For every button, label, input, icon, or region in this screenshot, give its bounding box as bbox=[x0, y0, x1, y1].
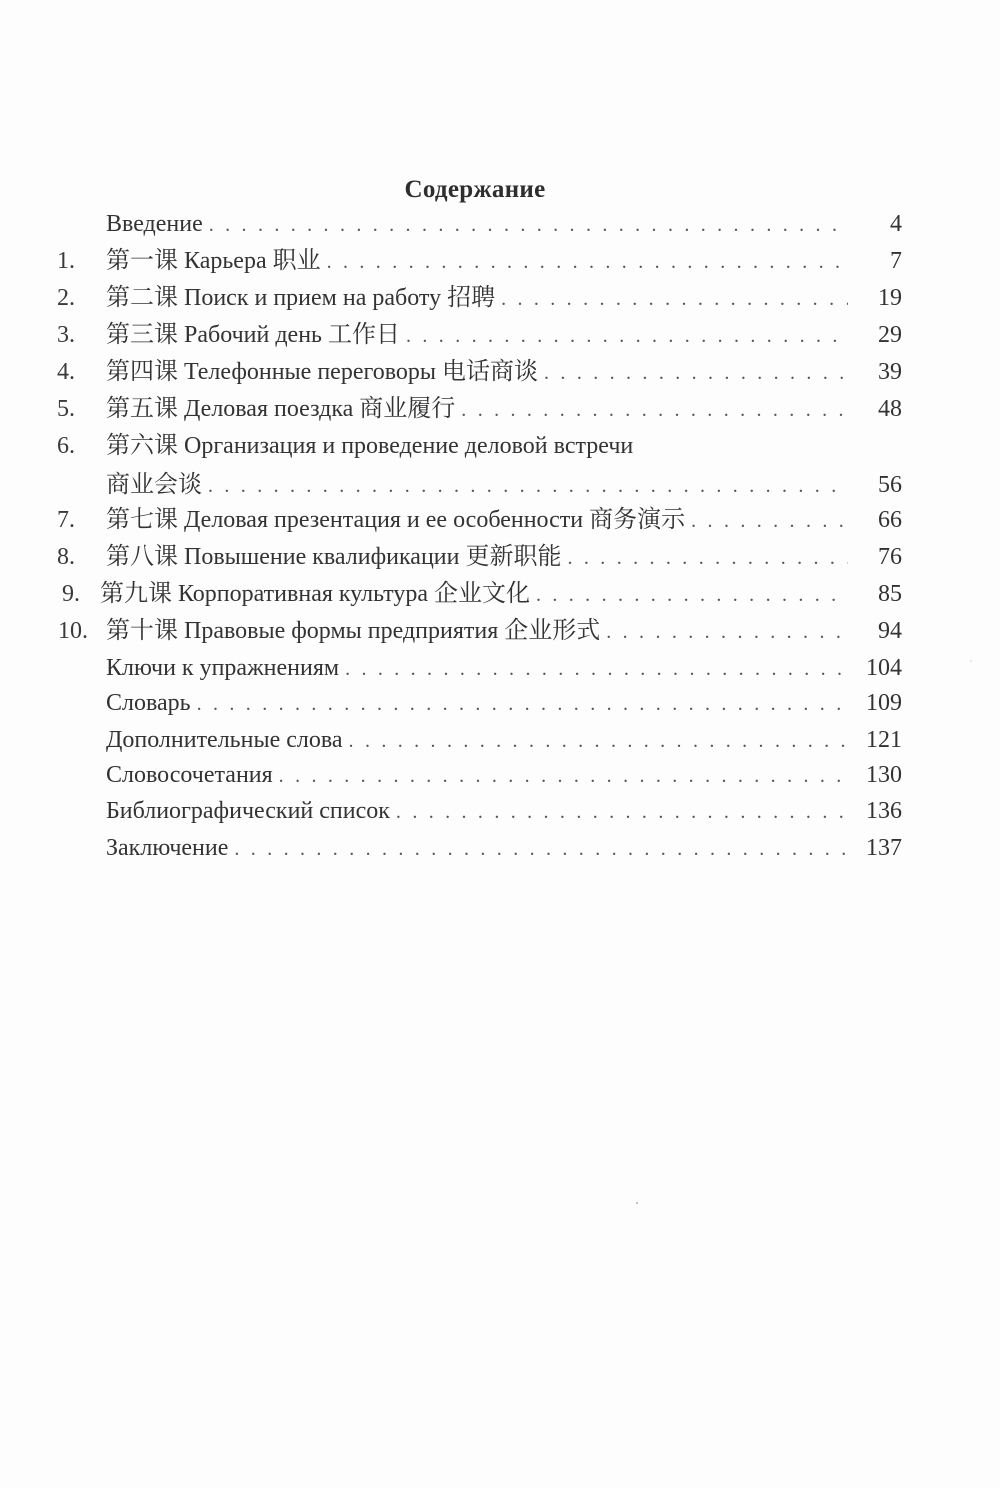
toc-entry bbox=[0, 539, 1000, 576]
paper-speck bbox=[970, 660, 972, 662]
toc-entry-title: Дополнительные слова bbox=[106, 727, 343, 753]
toc-entry bbox=[0, 354, 1000, 391]
toc-entry bbox=[0, 650, 1000, 687]
toc-entry-title: 第八课 Повышение квалификации 更新职能 bbox=[106, 544, 562, 570]
toc-entry-title: 第九课 Корпоративная культура 企业文化 bbox=[100, 581, 530, 607]
toc-entry-number: 7. bbox=[57, 507, 75, 533]
toc-entry-title: 第二课 Поиск и прием на работу 招聘 bbox=[106, 285, 496, 311]
toc-entry bbox=[0, 793, 1000, 830]
table-of-contents-heading: Содержание bbox=[404, 176, 546, 203]
toc-entry-page: 4 bbox=[848, 206, 902, 243]
toc-entry-title: 第五课 Деловая поездка 商业履行 bbox=[106, 396, 456, 422]
toc-entry-title: 第一课 Карьера 职业 bbox=[106, 248, 321, 274]
toc-entry-page: 66 bbox=[848, 502, 902, 539]
toc-entry-page: 7 bbox=[848, 243, 902, 280]
toc-entry-number: 8. bbox=[57, 544, 75, 570]
dot-leader bbox=[349, 723, 902, 760]
dot-leader bbox=[279, 758, 902, 795]
toc-entry bbox=[0, 243, 1000, 280]
toc-entry-page: 94 bbox=[848, 613, 902, 650]
toc-entry-title: Заключение bbox=[106, 835, 229, 861]
toc-entry bbox=[0, 206, 1000, 243]
toc-entry-number: 5. bbox=[57, 396, 75, 422]
toc-entry-title: 第六课 Организация и проведение деловой встречи bbox=[106, 433, 634, 459]
toc-entry bbox=[0, 757, 1000, 794]
dot-leader bbox=[327, 244, 902, 281]
toc-entry bbox=[0, 428, 1000, 465]
toc-entry-page: 19 bbox=[848, 280, 902, 317]
paper-speck bbox=[636, 1202, 638, 1204]
toc-entry-number: 3. bbox=[57, 322, 75, 348]
toc-entry bbox=[0, 613, 1000, 650]
dot-leader bbox=[208, 468, 902, 505]
toc-entry bbox=[0, 317, 1000, 354]
toc-entry-page: 56 bbox=[848, 467, 902, 504]
dot-leader bbox=[197, 686, 902, 723]
toc-entry bbox=[0, 685, 1000, 722]
toc-entry-page: 29 bbox=[848, 317, 902, 354]
dot-leader bbox=[234, 831, 902, 868]
toc-entry-number: 10. bbox=[58, 618, 88, 644]
toc-entry bbox=[0, 830, 1000, 867]
toc-entry bbox=[0, 280, 1000, 317]
dot-leader bbox=[501, 281, 902, 318]
toc-entry-number: 9. bbox=[62, 581, 80, 607]
toc-entry-page: 121 bbox=[848, 722, 902, 759]
toc-entry bbox=[0, 391, 1000, 428]
toc-entry-title: 第十课 Правовые формы предприятия 企业形式 bbox=[106, 618, 601, 644]
toc-entry-title: Ключи к упражнениям bbox=[106, 655, 340, 681]
toc-entry-page: 109 bbox=[848, 685, 902, 722]
toc-entry-title: 第四课 Телефонные переговоры 电话商谈 bbox=[106, 359, 539, 385]
toc-entry-page: 136 bbox=[848, 793, 902, 830]
toc-entry-page: 48 bbox=[848, 391, 902, 428]
toc-entry-number: 2. bbox=[57, 285, 75, 311]
toc-entry-title: 第三课 Рабочий день 工作日 bbox=[106, 322, 400, 348]
dot-leader bbox=[345, 651, 902, 688]
toc-entry-page: 39 bbox=[848, 354, 902, 391]
toc-entry bbox=[0, 502, 1000, 539]
toc-entry-title: Словарь bbox=[106, 690, 191, 716]
toc-entry-title: Словосочетания bbox=[106, 762, 273, 788]
toc-entry-title: 第七课 Деловая презентация и ее особенности 商务演示 bbox=[106, 507, 686, 533]
toc-entry-continuation bbox=[0, 467, 1000, 504]
dot-leader bbox=[396, 794, 902, 831]
dot-leader bbox=[209, 207, 902, 244]
toc-entry-page: 85 bbox=[848, 576, 902, 613]
toc-entry-number: 1. bbox=[57, 248, 75, 274]
dot-leader bbox=[461, 392, 902, 429]
toc-entry-page: 104 bbox=[848, 650, 902, 687]
toc-entry-number: 6. bbox=[57, 433, 75, 459]
toc-entry-page: 137 bbox=[848, 830, 902, 867]
toc-entry-title: 商业会谈 bbox=[106, 472, 202, 498]
toc-entry bbox=[0, 576, 1000, 613]
toc-entry-title: Библиографический список bbox=[106, 798, 390, 824]
toc-entry-page: 130 bbox=[848, 757, 902, 794]
toc-entry-number: 4. bbox=[57, 359, 75, 385]
toc-entry-page: 76 bbox=[848, 539, 902, 576]
dot-leader bbox=[406, 318, 902, 355]
toc-entry-title: Введение bbox=[106, 211, 203, 237]
toc-entry bbox=[0, 722, 1000, 759]
